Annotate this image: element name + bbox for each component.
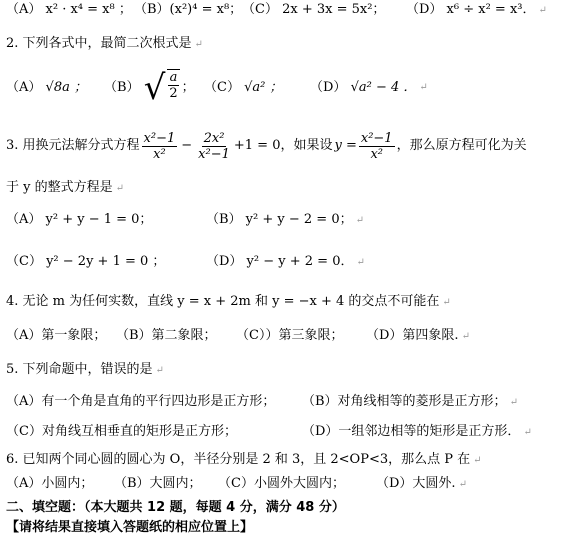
return-mark: ↵: [538, 5, 547, 16]
q3-option-d: （D） y² − y + 2 = 0．: [206, 254, 354, 269]
q4-option-a: （A）第一象限；: [6, 328, 107, 343]
q2-option-a-expr: √8a ；: [45, 80, 87, 95]
q5-option-d: （D）一组邻边相等的矩形是正方形．: [302, 424, 521, 439]
return-mark: ↵: [419, 82, 428, 93]
q5-stem: 5. 下列命题中，错误的是: [6, 362, 153, 377]
q3-options-row-2: [6, 254, 365, 271]
q3-option-a: （A） y² + y − 1 = 0；: [6, 212, 153, 227]
q3-stem-part1: 3. 用换元法解分式方程: [6, 138, 140, 153]
q4-option-d: （D）第四象限.: [366, 328, 459, 343]
return-mark: ↵: [461, 331, 470, 342]
return-mark: ↵: [115, 183, 124, 194]
q1-option-c: （C） 2x + 3x = 5x²；: [242, 2, 386, 17]
return-mark: ↵: [473, 455, 482, 466]
q2-option-a-label: （A）: [6, 80, 42, 95]
q5-options-row-1: [6, 394, 518, 411]
return-mark: ↵: [356, 257, 365, 268]
q3-option-c: （C） y² − 2y + 1 = 0 ；: [6, 254, 166, 269]
q5-option-c: （C）对角线互相垂直的矩形是正方形；: [6, 424, 237, 439]
q3-fraction-2: $\frac{\text{2x²}}{\text{x²−1}}$: [198, 130, 230, 162]
q4-option-c: （C））第三象限；: [236, 328, 344, 343]
q1-option-a: （A） x² · x⁴ = x⁸ ；: [6, 2, 132, 17]
q2-option-c-expr: √a² ；: [244, 80, 283, 95]
q1-option-b: （B）(x²)⁴ = x⁸；: [134, 2, 243, 17]
q3-stem-part2: +1 = 0，如果设: [233, 138, 333, 153]
q3-options-row-1: [6, 212, 364, 229]
q2-option-c: [204, 80, 310, 96]
q5-options-row-2: [6, 424, 532, 441]
q2-option-c-label: （C）: [204, 80, 240, 95]
q2-stem: 2. 下列各式中，最简二次根式是: [6, 36, 192, 51]
return-mark: ↵: [442, 297, 451, 308]
q6-option-a: （A）小圆内；: [6, 476, 94, 491]
q6-stem: 6. 已知两个同心圆的圆心为 O，半径分别是 2 和 3，且 2<OP<3，那么点 P 在: [6, 452, 471, 467]
q3-option-b: （B） y² + y − 2 = 0；: [206, 212, 353, 227]
q3-stem-line2-row: [6, 180, 124, 197]
q2-option-b-label: （B）: [104, 80, 140, 95]
q2-options-row: [6, 66, 428, 110]
return-mark: ↵: [458, 479, 467, 490]
q4-stem: 4. 无论 m 为任何实数，直线 y = x + 2m 和 y = −x + 4 的交点不可能在: [6, 294, 440, 309]
q4-stem-line: [6, 294, 451, 311]
q5-stem-line: [6, 362, 164, 379]
q2-option-d: [310, 80, 416, 96]
q2-option-d-expr: √a² − 4 ．: [350, 80, 417, 95]
q6-option-b: （B）大圆内；: [114, 476, 202, 491]
q5-option-a: （A）有一个角是直角的平行四边形是正方形；: [6, 394, 276, 409]
section2-note: 【请将结果直接填入答题纸的相应位置上】: [6, 520, 254, 535]
q4-options-row: [6, 328, 470, 345]
section2-title: 二、填空题：（本大题共 12 题，每题 4 分，满分 48 分）: [6, 500, 345, 515]
return-mark: ↵: [194, 39, 203, 50]
return-mark: ↵: [523, 427, 532, 438]
q1-options-row: [6, 2, 547, 19]
q3-fraction-1: $\frac{\text{x²−1}}{\text{x²}}$: [143, 130, 176, 162]
q1-option-d: （D） x⁶ ÷ x² = x³．: [406, 2, 536, 17]
return-mark: ↵: [355, 215, 364, 226]
q2-option-b: （B） √ $\frac{a}{2}$ ；: [104, 68, 195, 108]
q3-stem-line: 3. 用换元法解分式方程 $\frac{\text{x²−1}}{\text{x²}}$ − $\frac{\text{2x²}}{\text{x²−1}}$ +1 = 0，如果设 y = $\frac{\text{x²−1}}{\text{x²}}$ ，那么原方程可化为关: [6, 130, 527, 162]
return-mark: ↵: [509, 397, 518, 408]
q3-stem-line2: 于 y 的整式方程是: [6, 180, 113, 195]
q5-option-b: （B）对角线相等的菱形是正方形；: [302, 394, 507, 409]
q6-options-row: [6, 476, 467, 493]
q2-option-a: [6, 80, 104, 96]
return-mark: ↵: [155, 365, 164, 376]
q4-option-b: （B）第二象限；: [116, 328, 217, 343]
q2-stem-line: [6, 36, 203, 53]
q6-stem-line: [6, 452, 482, 469]
q2-option-d-label: （D）: [310, 80, 347, 95]
q2-option-b-radical: √ $\frac{a}{2}$: [143, 68, 178, 108]
q6-option-c: （C）小圆外大圆内；: [218, 476, 345, 491]
q6-option-d: （D）大圆外.: [376, 476, 456, 491]
q3-stem-part3: ，那么原方程可化为关: [396, 138, 527, 153]
q3-fraction-3: $\frac{\text{x²−1}}{\text{x²}}$: [360, 130, 393, 162]
